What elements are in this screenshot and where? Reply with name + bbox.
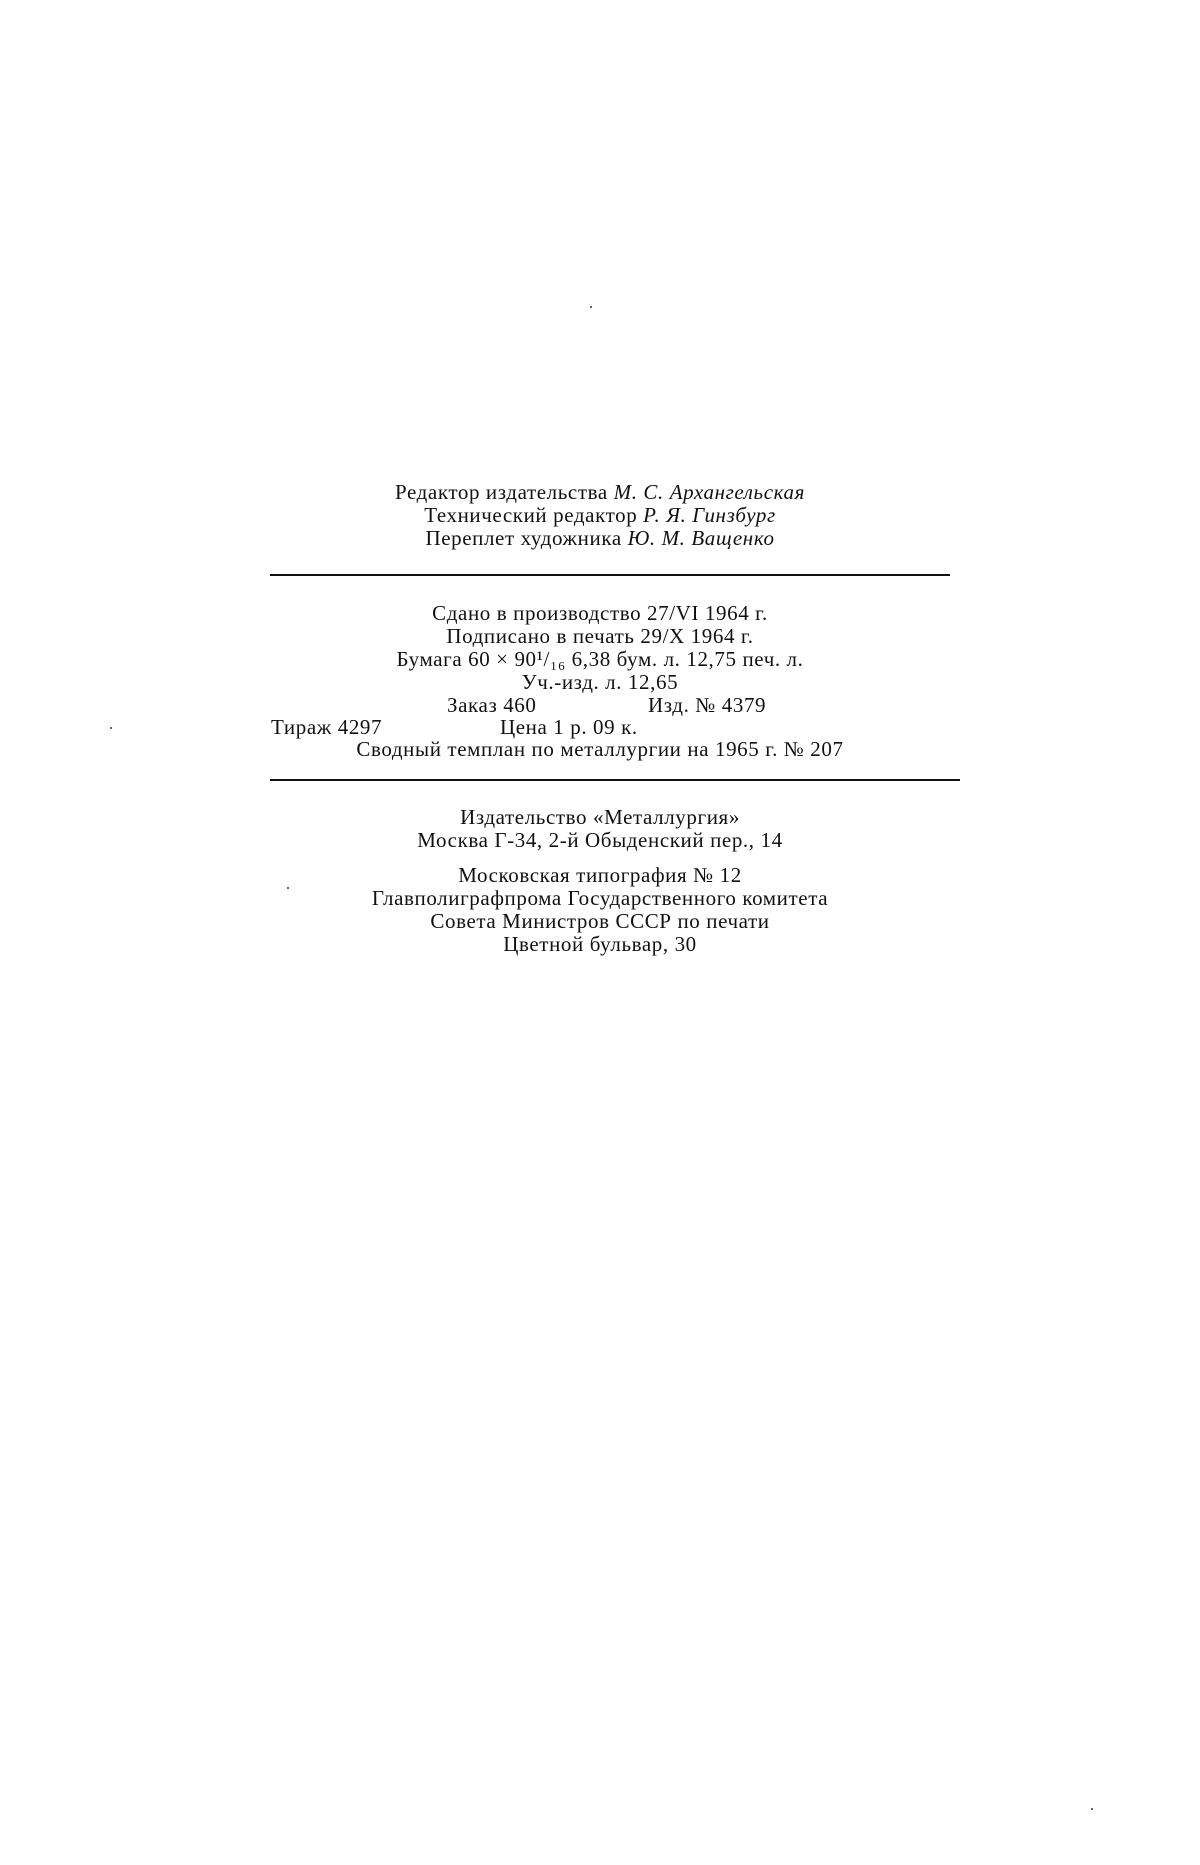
- credit-person: М. С. Архангельская: [613, 480, 805, 504]
- scan-speck: [110, 727, 112, 729]
- scan-speck: [590, 306, 592, 308]
- paper-line: Бумага 60 × 90¹/₁₆ 6,38 бум. л. 12,75 печ. л.: [396, 647, 804, 671]
- credit-binding-artist: [0, 527, 1200, 549]
- credit-technical-editor: [0, 504, 1200, 526]
- divider-bottom: [270, 779, 960, 781]
- credit-role: Редактор издательства: [395, 480, 608, 504]
- print-run: Тираж 4297: [271, 715, 383, 739]
- scan-speck: [1091, 1808, 1093, 1810]
- publisher-sheets: Уч.-изд. л. 12,65: [521, 670, 679, 694]
- credit-person: Ю. М. Ващенко: [627, 526, 775, 550]
- edition-number: Изд. № 4379: [648, 693, 767, 717]
- publisher-name: Издательство «Металлургия»: [460, 805, 740, 829]
- printer-address: Цветной бульвар, 30: [503, 932, 697, 956]
- production-date: Сдано в производство 27/VI 1964 г.: [432, 601, 768, 625]
- publisher-address: Москва Г-34, 2-й Обыденский пер., 14: [417, 828, 783, 852]
- divider-top: [270, 574, 950, 576]
- credit-role: Переплет художника: [425, 526, 622, 550]
- price: Цена 1 р. 09 к.: [500, 715, 638, 739]
- order-number: Заказ 460: [447, 693, 537, 717]
- printer-org: Главполиграфпрома Государственного комитета: [371, 886, 829, 910]
- plan-line: Сводный темплан по металлургии на 1965 г. № 207: [356, 737, 844, 761]
- credit-editor: [0, 481, 1200, 503]
- printer-council: Совета Министров СССР по печати: [430, 909, 770, 933]
- print-date: Подписано в печать 29/X 1964 г.: [446, 624, 754, 648]
- printer-name: Московская типография № 12: [458, 863, 742, 887]
- credit-role: Технический редактор: [424, 503, 638, 527]
- credit-person: Р. Я. Гинзбург: [643, 503, 776, 527]
